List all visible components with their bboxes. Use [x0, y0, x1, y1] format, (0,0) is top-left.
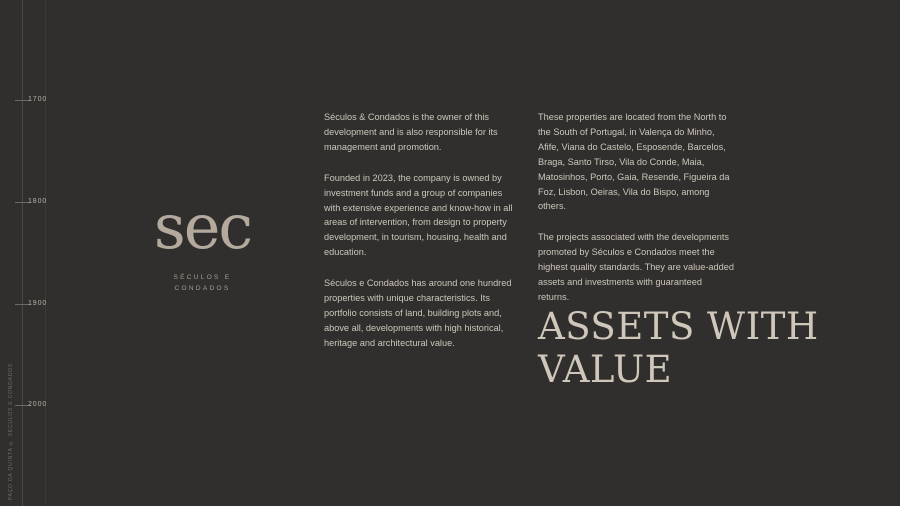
timeline-tick-label: 1900: [28, 300, 48, 307]
paragraph: Séculos & Condados is the owner of this development and is also responsible for its management and promotion.: [324, 112, 498, 152]
paragraph: The projects associated with the developments promoted by Séculos e Condados meet the highest quality standards. They are value-added assets and investments with guaranteed returns.: [538, 232, 734, 302]
page-title: ASSETS WITH VALUE: [538, 305, 819, 391]
logo-wordmark-line1: SÉCULOS E: [173, 274, 232, 281]
body-text-column-right: [538, 110, 734, 305]
timeline-tick-label: 1800: [28, 198, 48, 205]
timeline-rail: [0, 0, 46, 506]
paragraph: Séculos e Condados has around one hundred properties with unique characteristics. Its portfolio consists of land, building plots and, above all, developments with high historical, heritage and architectural value.: [324, 278, 512, 348]
logo-wordmark: [135, 272, 270, 295]
brand-logo: [135, 190, 270, 295]
timeline-tick-label: 1700: [28, 96, 48, 103]
body-text-column-left: [324, 110, 520, 351]
vertical-credit-text: PAÇO DA QUINTA ® SÉCULOS E CONDADOS: [8, 362, 14, 500]
timeline-tick-label: 2000: [28, 401, 48, 408]
timeline-axis-line: [22, 0, 23, 506]
logo-wordmark-line2: CONDADOS: [174, 285, 231, 293]
paragraph: Founded in 2023, the company is owned by investment funds and a group of companies with extensive experience and know-how in all areas of intervention, from design to property development, in tourism, housing, health and education.: [324, 172, 513, 258]
logo-monogram: sec: [153, 190, 252, 263]
paragraph: These properties are located from the North to the South of Portugal, in Valença do Minho, Afife, Viana do Castelo, Esposende, Barcelos, Braga, Santo Tirso, Vila do Conde, Maia, Matosinhos, Porto, Gaia, Resende, Figueira da Foz, Lisbon, Oeiras, Vila do Bispo, among others.: [538, 112, 730, 212]
